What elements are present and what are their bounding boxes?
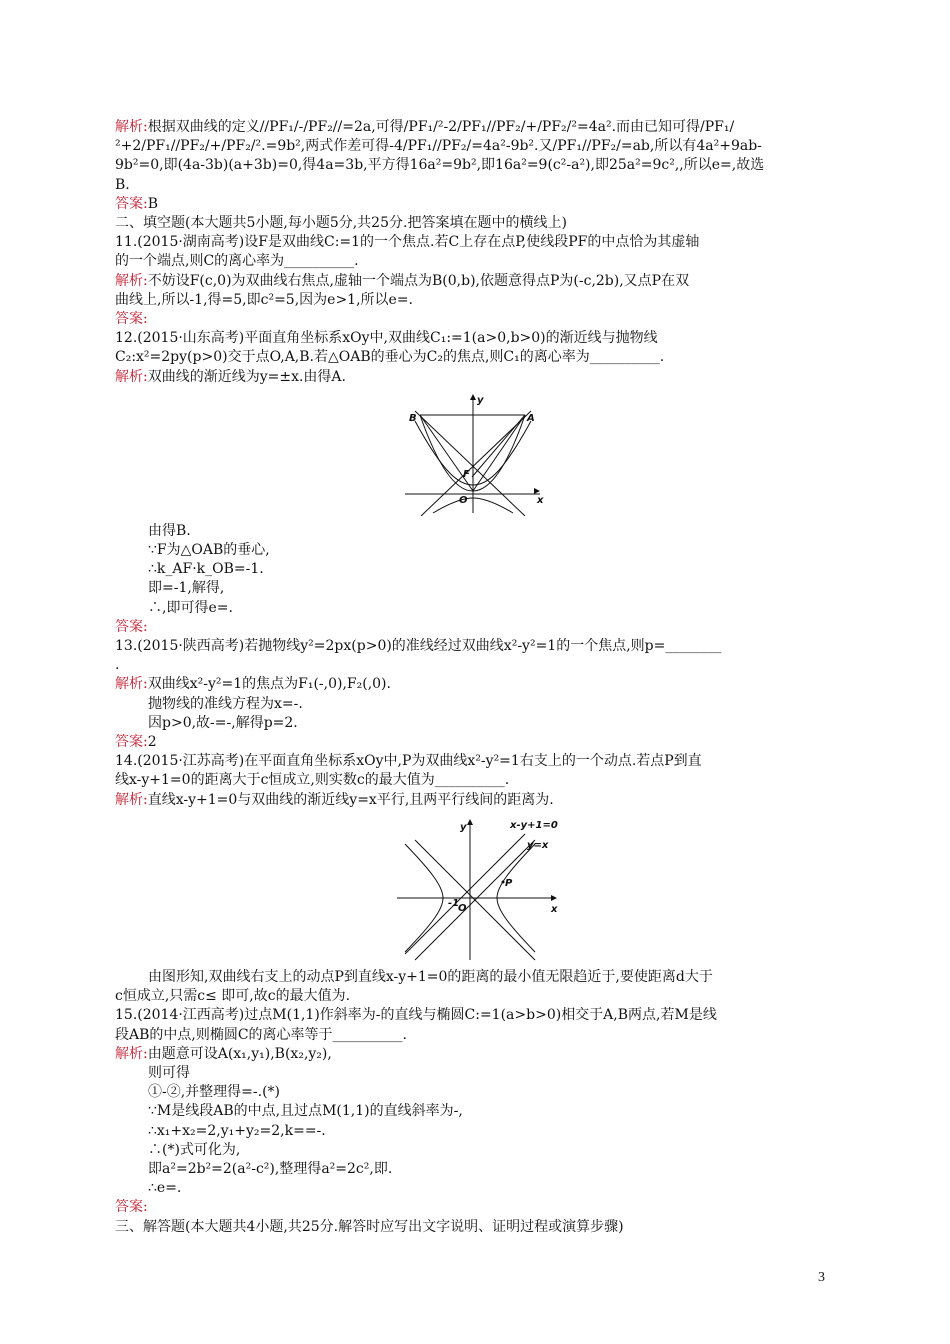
answer-label: 答案: xyxy=(115,618,148,635)
line-text: 双曲线的渐近线为y=±x.由得A. xyxy=(147,368,346,385)
fig1-x-label: x xyxy=(537,494,544,506)
answer-label: 解析: xyxy=(115,368,148,385)
line-x-y-plus-1 xyxy=(405,834,525,954)
line-text: 三、解答题(本大题共4小题,共25分.解答时应写出文字说明、证明过程或演算步骤) xyxy=(115,1218,624,1235)
line-text: 直线x-y+1=0与双曲线的渐近线y=x平行,且两平行线间的距离为. xyxy=(147,791,554,808)
text-line xyxy=(115,272,835,291)
answer-label: 解析: xyxy=(115,791,148,808)
figure-parabola-hyperbola xyxy=(115,391,835,516)
line-text: 根据双曲线的定义//PF₁/-/PF₂//=2a,可得/PF₁/²-2/PF₁//PF₂/+/PF₂/²=4a².而由已知可得/PF₁/ xyxy=(147,119,735,135)
answer-label: 答案: xyxy=(115,311,148,328)
line-text: 因p>0,故-=-,解得p=2. xyxy=(148,714,298,731)
text-line xyxy=(115,560,835,579)
text-line xyxy=(115,1102,835,1121)
line-text: 14.(2015·江苏高考)在平面直角坐标系xOy中,P为双曲线x²-y²=1右支上的一个动点.若点P到直 xyxy=(115,753,702,770)
text-line xyxy=(115,1218,835,1237)
text-line xyxy=(115,656,835,675)
text-block-2 xyxy=(115,522,835,810)
text-line xyxy=(115,195,835,214)
text-line xyxy=(115,1083,835,1102)
line-text: 2 xyxy=(147,734,157,751)
line-text: ∵M是线段AB的中点,且过点M(1,1)的直线斜率为-, xyxy=(148,1103,463,1120)
text-line xyxy=(115,118,835,137)
answer-label: 解析: xyxy=(115,676,148,693)
segment-oa xyxy=(473,415,525,491)
line-text: 12.(2015·山东高考)平面直角坐标系xOy中,双曲线C₁:=1(a>0,b>0)的渐近线与抛物线 xyxy=(115,330,658,347)
text-line xyxy=(115,1064,835,1083)
line-text: ∴,即可得e=. xyxy=(148,599,233,616)
answer-label: 答案: xyxy=(115,734,148,751)
line-text: 15.(2014·江西高考)过点M(1,1)作斜率为-的直线与椭圆C:=1(a>b>0)相交于A,B两点,若M是线 xyxy=(115,1007,717,1024)
text-line xyxy=(115,233,835,252)
text-line xyxy=(115,1045,835,1064)
line-text: ∴x₁+x₂=2,y₁+y₂=2,k==-. xyxy=(148,1122,326,1139)
text-line xyxy=(115,968,835,987)
segment-fa xyxy=(472,415,525,477)
text-line xyxy=(115,522,835,541)
line-text: ∵F为△OAB的垂心, xyxy=(148,542,270,559)
x-axis-arrow xyxy=(551,895,557,901)
y-axis-arrow xyxy=(470,394,476,400)
answer-label: 答案: xyxy=(115,195,148,212)
text-line xyxy=(115,599,835,618)
text-line xyxy=(115,176,835,195)
text-line xyxy=(115,137,835,156)
line-text: B xyxy=(147,195,159,212)
text-line xyxy=(115,695,835,714)
line-text: 9b²=0,即(4a-3b)(a+3b)=0,得4a=3b,平方得16a²=9b²,即16a²=9(c²-a²),即25a²=9c²,,所以e=,故选 xyxy=(115,157,765,174)
text-line xyxy=(115,1141,835,1160)
text-line xyxy=(115,579,835,598)
text-line xyxy=(115,1160,835,1179)
line-text: 由题意可设A(x₁,y₁),B(x₂,y₂), xyxy=(147,1045,332,1062)
line-text: 抛物线的准线方程为x=-. xyxy=(148,695,303,712)
text-line xyxy=(115,714,835,733)
y-axis-arrow xyxy=(467,819,473,825)
text-line xyxy=(115,791,835,810)
line-text: ∴(*)式可化为, xyxy=(148,1141,241,1158)
text-line xyxy=(115,156,835,175)
answer-label: 解析: xyxy=(115,272,148,289)
text-line xyxy=(115,1006,835,1025)
line-text: 即a²=2b²=2(a²-c²),整理得a²=2c²,即. xyxy=(148,1160,393,1177)
line-text: 的一个端点,则C的离心率为__________. xyxy=(115,253,359,270)
answer-label: 解析: xyxy=(115,1045,148,1062)
point-o-label: O xyxy=(459,494,468,506)
answer-label: 答案: xyxy=(115,1199,148,1216)
line-text: ∴e=. xyxy=(148,1180,182,1197)
text-line xyxy=(115,291,835,310)
text-line xyxy=(115,1122,835,1141)
line-text: 则可得 xyxy=(148,1064,190,1081)
figure-2-svg xyxy=(115,814,835,962)
line-text: 双曲线x²-y²=1的焦点为F₁(-,0),F₂(,0). xyxy=(147,676,391,693)
asymptote-1 xyxy=(415,411,525,516)
line-text: ∴k_AF·k_OB=-1. xyxy=(148,561,264,578)
fig2-x-label: x xyxy=(551,903,558,915)
text-block-1 xyxy=(115,118,835,387)
text-line xyxy=(115,1026,835,1045)
line-text: 11.(2015·湖南高考)设F是双曲线C:=1的一个焦点.若C上存在点P,使线段PF的中点恰为其虚轴 xyxy=(115,234,700,251)
answer-label: 解析: xyxy=(115,119,148,135)
document-body xyxy=(115,118,835,1237)
text-line xyxy=(115,1179,835,1198)
line-text: 即=-1,解得, xyxy=(148,580,225,597)
text-line xyxy=(115,987,835,1006)
x-axis-arrow xyxy=(534,488,540,494)
line-text: 由图形知,双曲线右支上的动点P到直线x-y+1=0的距离的最小值无限趋近于,要使距离d大于 xyxy=(148,968,713,985)
text-line xyxy=(115,675,835,694)
line-text: 由得B. xyxy=(148,522,191,539)
point-b-label: B xyxy=(409,412,417,424)
line-text: 不妨设F(c,0)为双曲线右焦点,虚轴一个端点为B(0,b),依题意得点P为(-c,2b),又点P在双 xyxy=(147,272,690,289)
text-line xyxy=(115,771,835,790)
origin-label: O xyxy=(458,902,467,914)
text-line xyxy=(115,348,835,367)
page-number: 3 xyxy=(818,1270,825,1285)
text-block-3 xyxy=(115,968,835,1237)
line-text: 13.(2015·陕西高考)若抛物线y²=2px(p>0)的准线经过双曲线x²-y²=1的一个焦点,则p=________ xyxy=(115,638,722,655)
text-line xyxy=(115,752,835,771)
line-text: c恒成立,只需c≤ 即可,故c的最大值为. xyxy=(115,988,351,1005)
point-f-label: F xyxy=(463,468,470,480)
text-line xyxy=(115,310,835,329)
point-a-label: A xyxy=(527,412,535,424)
line-text: 段AB的中点,则椭圆C的离心率等于__________. xyxy=(115,1026,408,1043)
line-text: C₂:x²=2py(p>0)交于点O,A,B.若△OAB的垂心为C₂的焦点,则C₁的离心率为__________. xyxy=(115,349,665,366)
line-text: . xyxy=(115,657,120,674)
asymptote-label: y=x xyxy=(527,839,549,851)
point-p-label: P xyxy=(505,877,513,889)
line-text: ①-②,并整理得=-.(*) xyxy=(148,1084,281,1101)
line-text: 曲线上,所以-1,得=5,即c²=5,因为e>1,所以e=. xyxy=(115,291,414,308)
line-text: B. xyxy=(115,176,130,193)
text-line xyxy=(115,541,835,560)
line-text: ²+2/PF₁//PF₂/+/PF₂/².=9b²,两式作差可得-4/PF₁//PF₂/=4a²-9b².又/PF₁//PF₂/=ab,所以有4a²+9ab- xyxy=(115,138,762,155)
fig1-y-label: y xyxy=(477,394,484,406)
figure-1-svg xyxy=(115,391,835,516)
fig2-y-label: y xyxy=(460,821,467,833)
text-line xyxy=(115,368,835,387)
text-line xyxy=(115,637,835,656)
neg-one-label: -1 xyxy=(448,897,460,909)
text-line xyxy=(115,733,835,752)
text-line xyxy=(115,214,835,233)
figure-hyperbola-lines xyxy=(115,814,835,962)
text-line xyxy=(115,1198,835,1217)
text-line xyxy=(115,252,835,271)
text-line xyxy=(115,329,835,348)
line-label: x-y+1=0 xyxy=(510,819,558,831)
text-line xyxy=(115,618,835,637)
line-text: 二、填空题(本大题共5小题,每小题5分,共25分.把答案填在题中的横线上) xyxy=(115,215,567,232)
line-text: 线x-y+1=0的距离大于c恒成立,则实数c的最大值为__________. xyxy=(115,772,510,789)
